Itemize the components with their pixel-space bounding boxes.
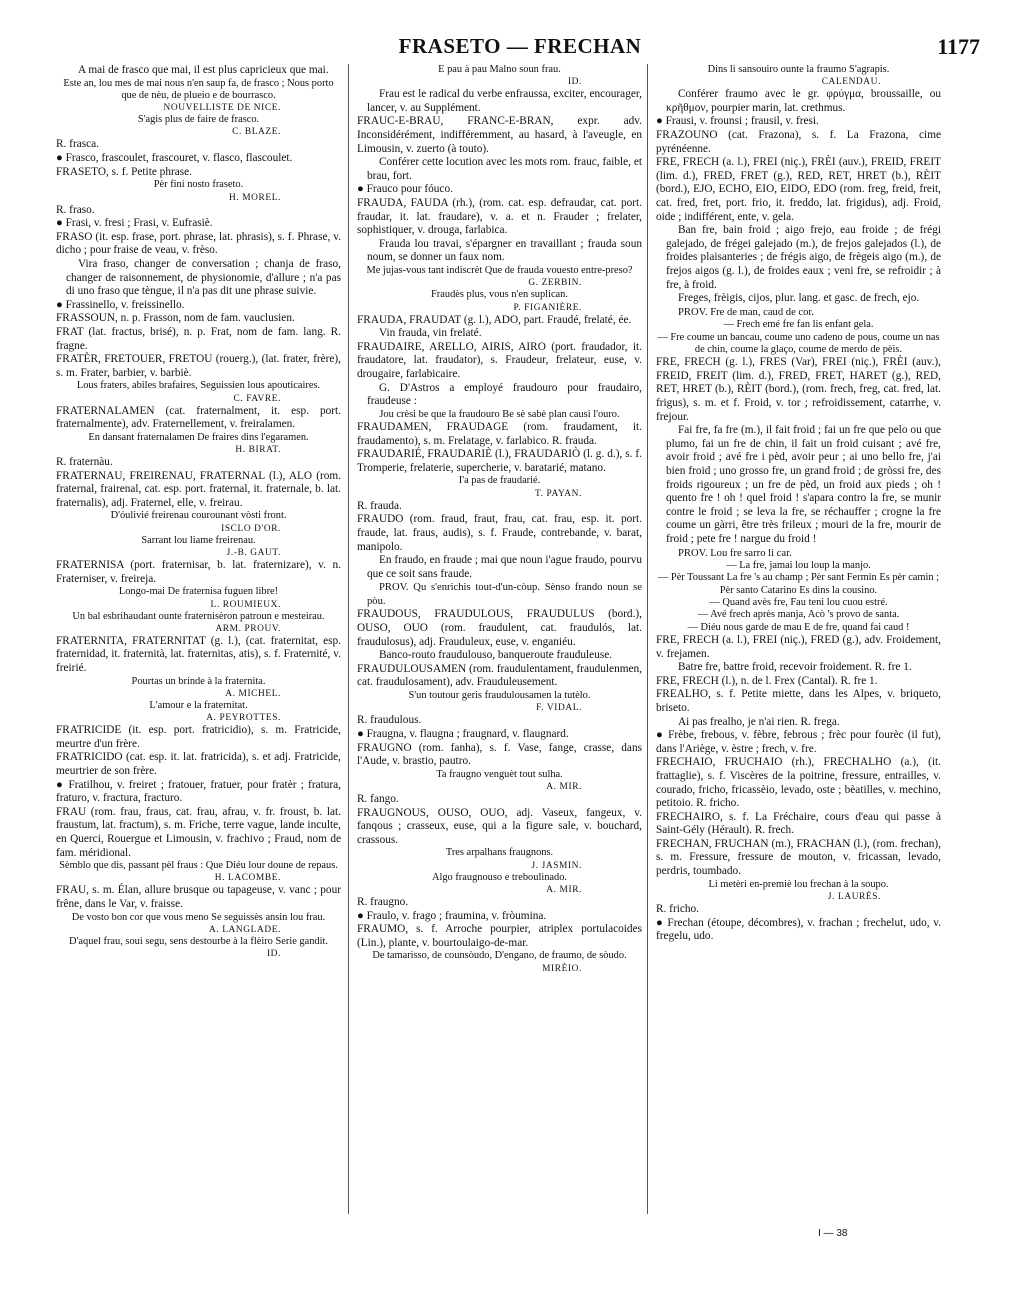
citation-source: ID. bbox=[567, 77, 582, 88]
entry-note: Vira fraso, changer de conversation ; chanja de fraso, changer de raisonnement, de physionomie, d'allure ; n'a pas di uno fraso que tèngue, il n'a pas dit une phrase suivie. bbox=[66, 257, 341, 298]
citation-quote: E pau à pau Malno soun frau. bbox=[438, 64, 561, 75]
dictionary-entry: R. fraudulous. bbox=[357, 714, 422, 727]
entry-note: Freges, frèigis, cijos, plur. lang. et gasc. de frech, ejo. bbox=[678, 292, 920, 305]
dictionary-entry: FRAUGNOUS, OUSO, OUO, adj. Vaseux, fangeux, v. fanqous ; crasseux, euse, qui a la figure sale, v. bouchard, crassous. bbox=[357, 806, 642, 846]
entry-note: Conférer cette locution avec les mots rom. frauc, faible, et brau, fort. bbox=[367, 156, 642, 182]
dictionary-entry: FRATERNALAMEN (cat. fraternalment, it. esp. port. fraternalmente), adv. Fraternellement, v. freiralamen. bbox=[56, 404, 341, 431]
dictionary-entry: FRAUMO, s. f. Arroche pourpier, atriplex portulacoides (Lin.), plante, v. bourtoulaigo-de-mar. bbox=[357, 923, 642, 949]
dictionary-entry: FRE, FRECH (g. l.), FRES (Var), FREI (niç.), FRÈI (auv.), FREID, FREIT (lim. d.), FRED, FRET, HARET (g.), RED, RET, HRET (b.), RÈIT (bord.), (rom. frech, freg, cat. fred, lat. frigus), s. m. et f. Froid, v. tor ; refroidissement, catarrhe, v. frejour. bbox=[656, 356, 941, 423]
dictionary-entry: FRECHAIRO, s. f. La Fréchaire, cours d'eau qui passe à Saint-Gély (Hérault). R. frech. bbox=[656, 810, 941, 837]
citation-quote: Li metèri en-premiè lou frechan à la soupo. bbox=[708, 878, 889, 890]
citation-source: A. MICHEL. bbox=[225, 688, 281, 699]
entry-note: Ban fre, bain froid ; aigo frejo, eau froide ; de frégi galejado, de frégei galejado (m.), de frejos galejados (l.), de froides plaisanteries ; de frégis aigo, de frègeis aigo (m.), de frejos aigos (g. l.), de froides eaux ; veni fre, se refroidir ; à fre, à froid. bbox=[666, 224, 941, 291]
dictionary-entry: R. fraternàu. bbox=[56, 456, 113, 469]
citation-source: J. LAURÈS. bbox=[827, 891, 881, 902]
dictionary-entry: R. frauda. bbox=[357, 499, 402, 512]
dictionary-entry: FRASSOUN, n. p. Frasson, nom de fam. vauclusien. bbox=[56, 312, 295, 325]
citation-source: H. LACOMBE. bbox=[214, 873, 281, 884]
citation-quote: De tamarisso, de counsòudo, D'engano, de fraumo, de sòudo. bbox=[372, 950, 627, 962]
entry-note: A mai de frasco que mai, il est plus capricieux que mai. bbox=[78, 64, 329, 76]
citation-source: T. PAYAN. bbox=[535, 488, 582, 499]
dictionary-entry: FRAUDA, FRAUDAT (g. l.), ADO, part. Fraudé, frelaté, ée. bbox=[357, 313, 632, 326]
dictionary-entry: FRECHAIO, FRUCHAIO (rh.), FRECHALHO (a.), (it. frattaglie), s. f. Viscères de la poitrine, fressure, entrailles, v. courado, fricho, fricassèio, levado, oste ; bèatilles, v. mechino, petitoio. R. fricho. bbox=[656, 756, 941, 810]
citation-source: CALENDAU. bbox=[821, 77, 881, 88]
entry-note: En fraudo, en fraude ; mai que noun i'ague fraudo, pourvu que ce soit sans fraude. bbox=[367, 554, 642, 580]
dictionary-entry: R. frasca. bbox=[56, 138, 99, 151]
citation-source: C. FAVRE. bbox=[233, 393, 281, 404]
citation-quote: Algo fraugnouso e treboulinado. bbox=[431, 871, 568, 883]
dictionary-entry: ● Frausi, v. frounsi ; frausil, v. fresi. bbox=[656, 115, 819, 128]
dictionary-entry: FRAT (lat. fractus, brisé), n. p. Frat, nom de fam. lang. R. fragne. bbox=[56, 325, 341, 352]
citation-quote: I'a pas de fraudarié. bbox=[458, 475, 541, 487]
dictionary-entry: FRATERNITA, FRATERNITAT (g. l.), (cat. fraternitat, esp. fraternidad, it. fraternità, lat. fraternitas, atis), s. f. Fraternité, v. freirié. bbox=[56, 634, 341, 674]
entry-note: Banco-routo fraudulouso, banqueroute frauduleuse. bbox=[379, 649, 613, 662]
citation-source: P. FIGANIÈRE. bbox=[513, 302, 582, 313]
entry-note: G. D'Astros a employé fraudouro pour fraudairo, fraudeuse : bbox=[367, 381, 642, 408]
dictionary-entry: ● Fraugna, v. flaugna ; fraugnard, v. flaugnard. bbox=[357, 727, 569, 740]
entry-note: Vin frauda, vin frelaté. bbox=[379, 327, 482, 340]
column-1 bbox=[56, 64, 341, 1224]
dictionary-entry: ● Fratilhou, v. freiret ; fratouer, fratuer, pour fratèr ; fratura, fraturo, v. fractura, fracturo. bbox=[56, 778, 341, 805]
citation-source: ID. bbox=[266, 949, 281, 960]
dictionary-entry: R. fango. bbox=[357, 793, 399, 806]
dictionary-entry: FRAU (rom. frau, fraus, cat. frau, afrau, v. fr. froust, b. lat. fraustum, lat. fractum), s. m. Friche, terre vague, lande inculte, en Querci, Rouergue et Limousin, v. frachivo ; Fraud, nom de fam. méridional. bbox=[56, 805, 341, 859]
entry-note: Frauda lou travai, s'épargner en travaillant ; frauda soun noum, se donner un faux nom. bbox=[367, 237, 642, 264]
page-header bbox=[60, 34, 980, 60]
dictionary-entry: FREALHO, s. f. Petite miette, dans les Alpes, v. briqueto, briseto. bbox=[656, 688, 941, 714]
column-2 bbox=[357, 64, 642, 1224]
dictionary-entry: FRAZOUNO (cat. Frazona), s. f. La Frazona, cime pyrénéenne. bbox=[656, 129, 941, 155]
citation-quote: — Avé frech après manja, Acò 's provo de santa. bbox=[697, 609, 900, 621]
entry-note: Ai pas frealho, je n'ai rien. R. frega. bbox=[678, 715, 840, 728]
dictionary-entry: ● Frauco pour fóuco. bbox=[357, 183, 453, 196]
citation-source: G. ZERBIN. bbox=[528, 278, 582, 289]
dictionary-entry: FRATÈR, FRETOUER, FRETOU (rouerg.), (lat. frater, frère), s. m. Frater, barbier, v. barbiè. bbox=[56, 353, 341, 379]
citation-quote: Un bal esbrihaudant ounte fraternisèron patroun e mesteirau. bbox=[72, 610, 325, 622]
dictionary-entry: ● Fraulo, v. frago ; fraumina, v. fròumina. bbox=[357, 909, 547, 922]
citation-quote: Sèmblo que dis, passant pèl fraus : Que Diéu lour doune de repaus. bbox=[59, 860, 338, 872]
proverb: PROV. Fre de man, caud de cor. bbox=[678, 306, 815, 318]
citation-quote: — Diéu nous garde de mau E de fre, quand fai caud ! bbox=[687, 621, 910, 633]
citation-quote: Este an, lou mes de mai nous n'en saup fa, de frasco ; Nous porto que de nèu, de plueio e de bourrasco. bbox=[63, 77, 334, 101]
citation-quote: Jou crèsi be que la fraudouro Be sè sabè plan causi l'ouro. bbox=[379, 408, 620, 420]
dictionary-entry: R. fricho. bbox=[656, 902, 699, 915]
citation-quote: — Quand avès fre, Fau teni lou cuou estré. bbox=[709, 597, 888, 609]
citation-source: ARM. PROUV. bbox=[215, 623, 281, 634]
citation-quote: En dansant fraternalamen De fraires dins l'egaramen. bbox=[88, 431, 309, 443]
citation-quote: D'óulivié freirenau courounant vòsti front. bbox=[110, 510, 287, 522]
entry-note: Fai fre, fa fre (m.), il fait froid ; fai un fre que pelo ou que plumo, fai un fre de chin, il fait un froid cuisant ; avé fre, avoir froid ; avé fre i pèd, avoir peur ; ai uno bello fre, j'ai bien froid ; uno grosso fre, un grand froid ; de gròssi fre, des froids rigoureux ; un fre de pèd, un froid aux pieds ; oh ! quento fre ! oh ! quel froid ! s'apara contro la fre, se munir contre le froid ; se leva la fre, se réchauffer ; crogne la fre coume un gàrri, être très frileux ; mouri de la fre, mourir de froid ; pete fre ! nargue du froid ! bbox=[666, 424, 941, 545]
dictionary-entry: R. fraugno. bbox=[357, 895, 409, 908]
citation-source: L. ROUMIEUX. bbox=[210, 599, 281, 610]
citation-quote: De vosto bon cor que vous meno Se seguissès ansin lou frau. bbox=[71, 911, 326, 923]
column-divider bbox=[647, 64, 648, 1214]
dictionary-entry: FRATERNAU, FREIRENAU, FRATERNAL (l.), ALO (rom. fraternal, frairenal, cat. esp. port. fraternal, it. fraternale, b. lat. fraternalis), adj. Fraternel, elle, v. freirau. bbox=[56, 469, 341, 509]
running-title: FRASETO — FRECHAN bbox=[398, 34, 642, 58]
dictionary-entry: FRE, FRECH (l.), n. de l. Frex (Cantal). R. fre 1. bbox=[656, 674, 878, 687]
dictionary-entry: FRAUDAMEN, FRAUDAGE (rom. fraudament, it. fraudamento), s. m. Frelatage, v. farlabico. R. frauda. bbox=[357, 421, 642, 447]
dictionary-entry: FRECHAN, FRUCHAN (m.), FRACHAN (l.), (rom. frechan), s. m. Fressure, fressure de mouton, v. fricassan, levado, perdris, toumbado. bbox=[656, 837, 941, 878]
dictionary-entry: FRASETO, s. f. Petite phrase. bbox=[56, 165, 192, 178]
dictionary-entry: FRATRICIDE (it. esp. port. fratricidio), s. m. Fratricide, meurtre d'un frère. bbox=[56, 724, 341, 750]
dictionary-entry: ● Frasi, v. fresi ; Frasi, v. Eufrasiè. bbox=[56, 217, 213, 230]
citation-source: MIRÈIO. bbox=[542, 963, 582, 974]
entry-note: Batre fre, battre froid, recevoir froidement. R. fre 1. bbox=[678, 661, 912, 674]
citation-source: F. VIDAL. bbox=[536, 703, 582, 714]
citation-source: J. JASMIN. bbox=[531, 860, 582, 871]
citation-quote: Pourtas un brinde à la fraternita. bbox=[131, 675, 266, 687]
dictionary-entry: ● Frèbe, frebous, v. fèbre, febrous ; frèc pour fourèc (il fut), dans l'Ariège, v. èstre ; frech, v. fre. bbox=[656, 729, 941, 755]
dictionary-entry: FRAUDAIRE, ARELLO, AIRIS, AIRO (port. fraudador, it. fraudatore, lat. fraudator), s. Fraudeur, frelateur, euse, v. drougaire, farlabicaire. bbox=[357, 340, 642, 380]
citation-source: A. MIR. bbox=[546, 782, 582, 793]
citation-source: C. BLAZE. bbox=[232, 127, 281, 138]
printer-signature: I — 38 bbox=[818, 1228, 848, 1239]
dictionary-entry: FRE, FRECH (a. l.), FREI (niç.), FRÈI (auv.), FREID, FREIT (lim. d.), FRED, FRET (g.), RED, RET, HRET (b.), RÈIT (bord.), EJO, ECHO, EIO, EIDO, EDO (rom. freg, freid, freit, cat. fred, fret, port. frio, it. freddo, lat. frigidus), adj. Froid, oide ; indifférent, ente, v. gela. bbox=[656, 156, 941, 223]
citation-source: NOUVELLISTE DE NICE. bbox=[163, 103, 281, 114]
dictionary-entry: ● Frassinello, v. freissinello. bbox=[56, 298, 185, 311]
citation-quote: Sarrant lou liame freirenau. bbox=[141, 534, 256, 546]
dictionary-entry: FRAUGNO (rom. fanha), s. f. Vase, fange, crasse, dans l'Aude, v. brastio, pautro. bbox=[357, 741, 642, 768]
citation-quote: — Pèr Toussant La fre 's au champ ; Pèr sant Fermin Es pèr camin ; Pèr santo Catarino Es dins la cousino. bbox=[657, 572, 940, 596]
citation-quote: Dins li sansouiro ounte la fraumo S'agrapis. bbox=[707, 64, 890, 75]
dictionary-entry: ● Frasco, frascoulet, frascouret, v. flasco, flascoulet. bbox=[56, 152, 293, 165]
entry-note: Conférer fraumo avec le gr. φρύγμα, broussaille, ou κρῆθμον, pourpier marin, lat. crethmus. bbox=[666, 88, 941, 114]
citation-quote: Me jujas-vous tant indiscrèt Que de frauda vouesto entre-preso? bbox=[366, 265, 633, 277]
dictionary-entry: FRATERNISA (port. fraternisar, b. lat. fraternizare), v. n. Fraterniser, v. freireja. bbox=[56, 559, 341, 585]
citation-source: H. MOREL. bbox=[228, 192, 281, 203]
citation-quote: Fraudès plus, vous n'en suplican. bbox=[431, 289, 568, 301]
dictionary-entry: R. fraso. bbox=[56, 203, 95, 216]
dictionary-entry: FRAU, s. m. Élan, allure brusque ou tapageuse, v. vanc ; pour frêne, dans le Var, v. fraisse. bbox=[56, 884, 341, 911]
proverb: PROV. Lou fre sarro li car. bbox=[678, 547, 792, 559]
dictionary-entry: FRAUDOUS, FRAUDULOUS, FRAUDULUS (bord.), OUSO, OUO (rom. fraudulent, cat. fraudulós, lat. fraudulosus), adj. Frauduleux, euse, v. enganiéu. bbox=[357, 608, 642, 648]
dictionary-entry: FRAUC-E-BRAU, FRANC-E-BRAN, expr. adv. Inconsidérément, indifféremment, au hasard, à l'aveugle, en Limousin, v. zuerto (à touto). bbox=[357, 115, 642, 155]
proverb: PROV. Qu s'enrichis tout-d'un-còup. Sènso frando noun se pòu. bbox=[367, 582, 642, 607]
citation-quote: D'aquel frau, soui segu, sens destourbe à la flèiro Serie gandit. bbox=[69, 935, 328, 947]
dictionary-entry: FRATRICIDO (cat. esp. it. lat. fratricida), s. et adj. Fratricide, meurtrier de son frère. bbox=[56, 751, 341, 777]
citation-quote: Pèr fini nosto fraseto. bbox=[153, 179, 244, 191]
citation-quote: Tres arpalhans fraugnons. bbox=[445, 847, 554, 859]
citation-source: ISCLO D'OR. bbox=[221, 523, 281, 534]
citation-source: A. LANGLADE. bbox=[208, 924, 281, 935]
citation-quote: Ta fraugno venguèt tout sulha. bbox=[436, 768, 563, 780]
citation-source: A. MIR. bbox=[546, 884, 582, 895]
page-number: 1177 bbox=[937, 34, 980, 59]
column-3 bbox=[656, 64, 941, 1224]
entry-note: Frau est le radical du verbe enfraussa, exciter, encourager, lancer, v. au Supplément. bbox=[367, 88, 642, 114]
citation-source: H. BIRAT. bbox=[235, 445, 281, 456]
citation-quote: — Fre coume un bancau, coume uno cadeno de pous, coume un nas de chin, coume la glaço, coume de merdo de pèis. bbox=[657, 331, 940, 355]
dictionary-entry: FRAUDO (rom. fraud, fraut, frau, cat. frau, esp. it. port. fraude, lat. fraus, audis), s. f. Fraude, contrebande, v. barat, manipolo. bbox=[357, 513, 642, 553]
citation-quote: L'amour e la fraternitat. bbox=[149, 699, 248, 711]
citation-quote: Longo-mai De fraternisa fuguen libre! bbox=[118, 586, 279, 598]
citation-quote: S'agis plus de faire de frasco. bbox=[137, 114, 260, 126]
citation-quote: S'un toutour geris fraudulousamen la tutèlo. bbox=[408, 690, 591, 702]
citation-quote: Lous fraters, abiles brafaires, Seguissien lous apouticaires. bbox=[76, 380, 321, 392]
citation-source: A. PEYROTTES. bbox=[206, 713, 281, 724]
dictionary-entry: FRASO (it. esp. frase, port. phrase, lat. phrasis), s. f. Phrase, v. dicho ; pour fraise de veau, v. frèso. bbox=[56, 230, 341, 257]
dictionary-entry: FRAUDARIÉ, FRAUDARIÈ (l.), FRAUDARIÒ (l. g. d.), s. f. Tromperie, frelaterie, supercherie, v. baratarié, matano. bbox=[357, 448, 642, 474]
dictionary-entry: FRAUDA, FAUDA (rh.), (rom. cat. esp. defraudar, cat. port. fraudar, it. lat. fraudare), v. a. et n. Frauder ; frelater, sophistiquer, v. drouga, farlabica. bbox=[357, 197, 642, 237]
column-divider bbox=[348, 64, 349, 1214]
citation-quote: — Frech emé fre fan lis enfant gela. bbox=[723, 319, 874, 331]
citation-quote: — La fre, jamai lou loup la manjo. bbox=[726, 560, 871, 572]
dictionary-entry: FRE, FRECH (a. l.), FREI (niç.), FRED (g.), adv. Froidement, v. frejamen. bbox=[656, 633, 941, 660]
dictionary-entry: ● Frechan (étoupe, décombres), v. frachan ; frechelut, udo, v. fregelu, udo. bbox=[656, 916, 941, 943]
dictionary-entry: FRAUDULOUSAMEN (rom. fraudulentament, fraudulenmen, cat. fraudulosament), adv. Frauduleusement. bbox=[357, 662, 642, 689]
citation-source: J.-B. GAUT. bbox=[226, 548, 281, 559]
